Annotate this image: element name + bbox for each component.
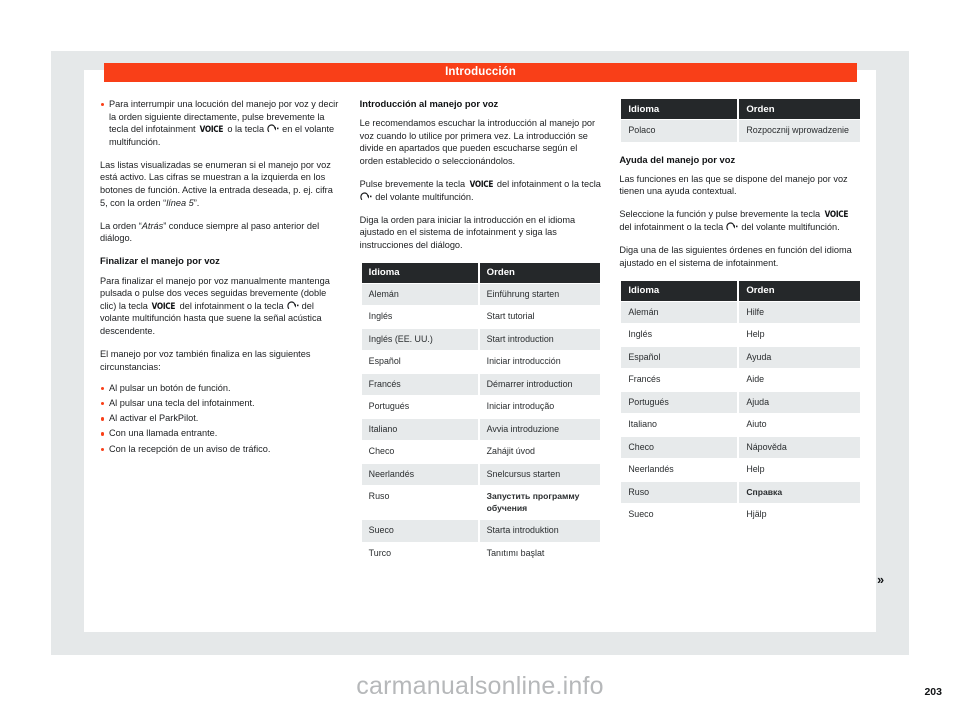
table-row — [621, 347, 860, 369]
para-interrupt-text-b: o la tecla — [224, 124, 267, 135]
voice-key-label: VOICE — [469, 178, 493, 189]
cell-language: Inglés (EE. UU.) — [362, 329, 478, 351]
cell-command: Zahájit úvod — [480, 441, 601, 463]
right-column — [619, 98, 885, 614]
cell-language: Alemán — [362, 284, 478, 306]
table-row — [362, 441, 601, 463]
para-finalizar — [100, 275, 343, 338]
para-diga-orden: Diga la orden para iniciar la introducción en el idioma ajustado en el sistema de infotainment y siga las instrucciones del diálogo. — [359, 214, 576, 250]
cell-language: Inglés — [621, 324, 737, 346]
cell-language: Inglés — [362, 306, 478, 328]
cell-command: Tanıtımı başlat — [480, 543, 601, 565]
cell-command: Iniciar introducción — [480, 351, 601, 373]
para-interrupt-text-a: Para interrumpir una locución del manejo por voz y decir la orden siguiente directamente, pulse brevemente la tecla del infotainment — [109, 99, 339, 135]
continuation-marker: » — [877, 572, 885, 587]
page-number: 203 — [924, 686, 942, 698]
cell-command: Aide — [739, 369, 860, 391]
cell-language: Ruso — [362, 486, 478, 519]
cell-language: Francés — [621, 369, 737, 391]
cell-command: Справка — [739, 482, 860, 504]
para-seleccione-text-a: Seleccione la función y pulse brevemente la tecla — [619, 209, 823, 220]
column-header-orden: Orden — [739, 99, 860, 119]
subhead-finalizar: Finalizar el manejo por voz — [100, 255, 220, 267]
list-item: Al pulsar un botón de función. — [100, 382, 343, 395]
para-back-text-a: La orden “ — [100, 220, 142, 231]
table-row — [362, 486, 601, 519]
table-row — [621, 482, 860, 504]
push-to-talk-icon — [726, 222, 738, 231]
push-to-talk-icon — [267, 124, 279, 133]
para-funciones-ayuda: Las funciones en las que se dispone del manejo por voz tienen una ayuda contextual. — [619, 173, 848, 197]
circumstances-list — [100, 382, 343, 455]
cell-language: Checo — [621, 437, 737, 459]
table-row — [362, 520, 601, 542]
table-row — [362, 329, 601, 351]
para-lists-text-a: Las listas visualizadas se enumeran si el manejo por voz está activo. Las cifras se muestran a la izquierda en los botones de función. Active la entrada deseada, p. ej. cifra 5, con la orden “ — [100, 159, 333, 208]
cell-command: Aiuto — [739, 414, 860, 436]
list-item: Con la recepción de un aviso de tráfico. — [100, 443, 343, 456]
para-finalizar-text-c: del volante multifunción hasta que suene la señal acústica descendente. — [100, 300, 322, 336]
para-lists — [100, 159, 343, 209]
table-row — [621, 302, 860, 324]
push-to-talk-icon — [360, 192, 372, 201]
cell-command: Hjälp — [739, 504, 860, 526]
cell-language: Portugués — [362, 396, 478, 418]
cell-command: Hilfe — [739, 302, 860, 324]
table-row — [362, 284, 601, 306]
cell-command: Start tutorial — [480, 306, 601, 328]
site-watermark: carmanualsonline.info — [356, 672, 604, 700]
voice-key-label: VOICE — [199, 124, 224, 135]
cell-command: Ayuda — [739, 347, 860, 369]
list-item: Al activar el ParkPilot. — [100, 412, 343, 425]
table-row — [362, 374, 601, 396]
cell-command: Avvia introduzione — [480, 419, 601, 441]
cell-command: Start introduction — [480, 329, 601, 351]
para-pulse-brevemente — [360, 178, 603, 203]
introduction-commands-table-continued — [619, 98, 862, 143]
table-row — [362, 396, 601, 418]
subhead-ayuda: Ayuda del manejo por voz — [619, 153, 736, 165]
table-row — [621, 324, 860, 346]
para-back-italic: Atrás — [141, 220, 164, 231]
para-interrupt-text-c: en el volante multifunción. — [109, 124, 335, 147]
subhead-introduccion: Introducción al manejo por voz — [359, 98, 499, 109]
chapter-title: Introducción — [445, 66, 516, 78]
cell-language: Francés — [362, 374, 478, 396]
cell-language: Español — [621, 347, 737, 369]
table-header-row — [621, 99, 860, 119]
column-header-idioma: Idioma — [362, 263, 478, 283]
para-pulse-text-a: Pulse brevemente la tecla — [359, 178, 468, 189]
middle-column — [360, 98, 603, 614]
column-header-orden: Orden — [480, 263, 601, 283]
table-row — [621, 414, 860, 436]
table-row — [362, 464, 601, 486]
cell-language: Español — [362, 351, 478, 373]
cell-language: Neerlandés — [362, 464, 478, 486]
cell-command: Nápověda — [739, 437, 860, 459]
para-seleccione-text-c: del volante multifunción. — [738, 221, 840, 232]
column-header-orden: Orden — [739, 281, 860, 301]
table-row — [362, 306, 601, 328]
para-pulse-text-c: del volante multifunción. — [372, 191, 474, 202]
table-header-row — [362, 263, 601, 283]
column-header-idioma: Idioma — [621, 99, 737, 119]
cell-language: Ruso — [621, 482, 737, 504]
para-seleccione-funcion — [619, 208, 862, 233]
cell-language: Alemán — [621, 302, 737, 324]
introduction-commands-table — [360, 262, 603, 566]
table-row — [621, 369, 860, 391]
list-item: Al pulsar una tecla del infotainment. — [100, 397, 343, 410]
voice-key-label: VOICE — [152, 300, 176, 311]
para-lists-text-b: ”. — [193, 197, 200, 208]
para-back-command — [100, 220, 343, 245]
cell-command: Запустить программу обучения — [480, 486, 601, 519]
para-finalizar-text-a: Para finalizar el manejo por voz manualmente mantenga pulsada o pulse dos veces seguidas brevemente (doble clic) la tecla — [100, 275, 330, 311]
table-row — [362, 351, 601, 373]
para-back-text-b: ” conduce siempre al paso anterior del diálogo. — [100, 220, 320, 244]
left-column — [100, 98, 343, 614]
cell-command: Help — [739, 459, 860, 481]
help-commands-table — [619, 280, 862, 527]
table-row — [621, 504, 860, 526]
table-row — [621, 459, 860, 481]
cell-language: Italiano — [621, 414, 737, 436]
para-interrupt — [100, 98, 343, 148]
cell-language: Checo — [362, 441, 478, 463]
three-column-body — [100, 98, 885, 614]
chapter-header-bar — [104, 63, 857, 82]
cell-language: Sueco — [362, 520, 478, 542]
para-recomendamos: Le recomendamos escuchar la introducción al manejo por voz cuando lo utilice por primera vez. La introducción se divide en apartados que pueden escucharse según el orden establecido o seleccionándolos. — [359, 118, 596, 166]
para-circumstances: El manejo por voz también finaliza en las siguientes circunstancias: — [100, 349, 311, 372]
cell-command: Starta introduktion — [480, 520, 601, 542]
cell-command: Démarrer introduction — [480, 374, 601, 396]
para-finalizar-text-b: del infotainment o la tecla — [177, 300, 287, 311]
list-item: Con una llamada entrante. — [100, 427, 343, 440]
cell-command: Rozpocznij wprowadzenie — [739, 120, 860, 142]
table-header-row — [621, 281, 860, 301]
cell-command: Snelcursus starten — [480, 464, 601, 486]
cell-language: Italiano — [362, 419, 478, 441]
para-seleccione-text-b: del infotainment o la tecla — [619, 221, 726, 232]
cell-language: Neerlandés — [621, 459, 737, 481]
cell-command: Einführung starten — [480, 284, 601, 306]
table-row — [362, 419, 601, 441]
para-lists-italic: línea 5 — [166, 197, 194, 208]
table-row — [621, 120, 860, 142]
table-row — [621, 392, 860, 414]
column-header-idioma: Idioma — [621, 281, 737, 301]
cell-language: Sueco — [621, 504, 737, 526]
para-diga-ordenes: Diga una de las siguientes órdenes en función del idioma ajustado en el sistema de infotainment. — [619, 244, 852, 268]
table-row — [621, 437, 860, 459]
cell-command: Iniciar introdução — [480, 396, 601, 418]
cell-language: Polaco — [621, 120, 737, 142]
cell-language: Portugués — [621, 392, 737, 414]
cell-command: Ajuda — [739, 392, 860, 414]
table-row — [362, 543, 601, 565]
cell-language: Turco — [362, 543, 478, 565]
cell-command: Help — [739, 324, 860, 346]
para-pulse-text-b: del infotainment o la tecla — [494, 178, 601, 189]
voice-key-label: VOICE — [824, 209, 848, 220]
push-to-talk-icon — [287, 301, 299, 310]
